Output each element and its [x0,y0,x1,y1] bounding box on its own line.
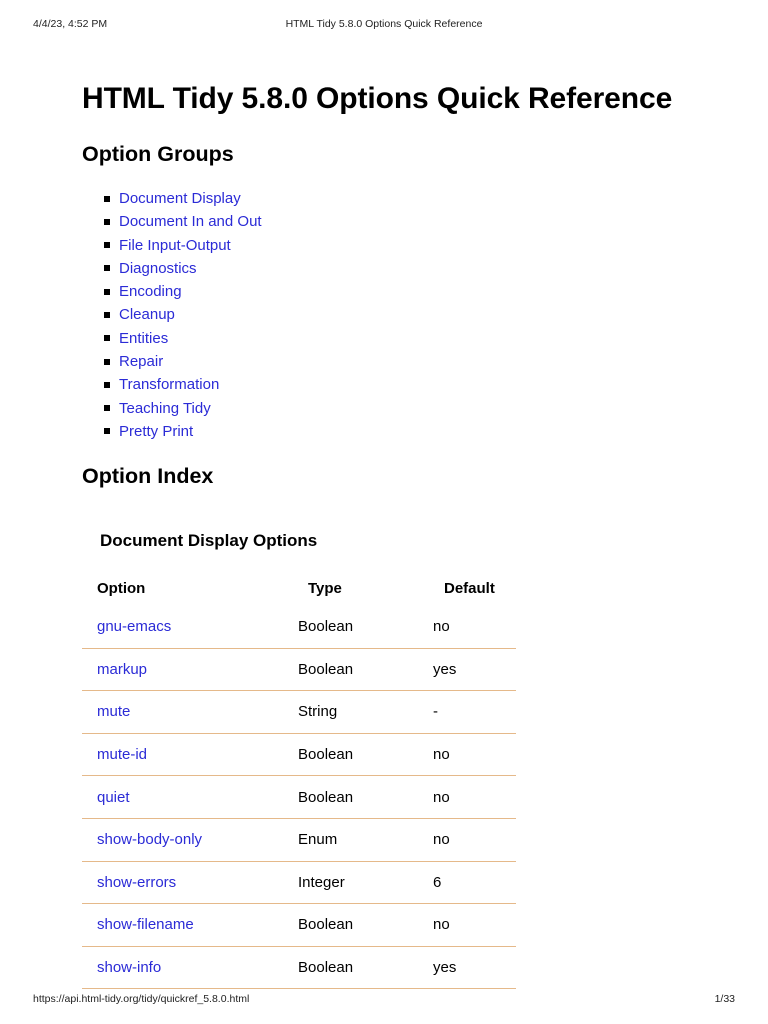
table-row [82,904,516,947]
square-bullet-icon [104,219,110,225]
option-link[interactable]: mute-id [97,746,148,764]
option-default: yes [433,648,516,691]
option-link[interactable]: markup [97,660,148,678]
option-type: Boolean [298,648,433,691]
option-link[interactable]: show-errors [97,873,177,891]
list-item [82,350,262,373]
group-link-document-display[interactable]: Document Display [119,190,241,207]
option-link[interactable]: mute [97,703,131,721]
column-header-option: Option [97,579,146,597]
option-index-heading: Option Index [82,464,214,488]
option-default: - [433,691,516,734]
table-row [82,733,516,776]
option-type: Boolean [298,606,433,648]
option-type: String [298,691,433,734]
option-default: no [433,733,516,776]
option-type: Boolean [298,904,433,947]
list-item [82,327,262,350]
option-type: Enum [298,818,433,861]
option-groups-heading: Option Groups [82,142,234,166]
option-type: Boolean [298,776,433,819]
print-url: https://api.html-tidy.org/tidy/quickref_5.8.0.html [33,993,250,1005]
square-bullet-icon [104,312,110,318]
group-link-repair[interactable]: Repair [119,353,164,371]
option-link[interactable]: gnu-emacs [97,618,172,636]
list-item [82,210,262,233]
square-bullet-icon [104,382,110,388]
list-item [82,303,262,326]
list-item [82,257,262,280]
table-row [82,606,516,648]
option-default: yes [433,946,516,989]
table-row [82,691,516,734]
option-type: Boolean [298,733,433,776]
column-header-default: Default [444,579,495,597]
list-item [82,420,262,443]
table-row [82,648,516,691]
option-type: Boolean [298,946,433,989]
option-link[interactable]: show-body-only [97,831,203,849]
print-datetime: 4/4/23, 4:52 PM [33,18,108,30]
group-link-diagnostics[interactable]: Diagnostics [119,259,197,277]
table-row [82,818,516,861]
document-display-options-heading: Document Display Options [100,531,318,550]
print-title: HTML Tidy 5.8.0 Options Quick Reference [285,18,483,30]
option-default: no [433,776,516,819]
option-link[interactable]: show-filename [97,916,194,934]
square-bullet-icon [104,335,110,341]
print-header [33,18,735,32]
page-title: HTML Tidy 5.8.0 Options Quick Reference [82,82,673,115]
list-item [82,234,262,257]
option-default: no [433,904,516,947]
square-bullet-icon [104,242,110,248]
print-footer [33,993,735,1007]
option-link[interactable]: quiet [97,788,130,806]
square-bullet-icon [104,289,110,295]
group-link-pretty-print[interactable]: Pretty Print [119,422,194,440]
list-item [82,373,262,396]
group-link-cleanup[interactable]: Cleanup [119,306,175,324]
option-default: no [433,818,516,861]
square-bullet-icon [104,405,110,411]
table-row [82,946,516,989]
option-type: Integer [298,861,433,904]
group-link-entities[interactable]: Entities [119,329,169,347]
options-table [82,570,516,989]
option-link[interactable]: show-info [97,959,162,977]
square-bullet-icon [104,196,110,202]
column-header-type: Type [308,579,342,597]
option-groups-list [82,187,262,443]
page-count: 1/33 [714,993,735,1005]
list-item [82,280,262,303]
group-link-document-in-out[interactable]: Document In and Out [119,213,262,231]
list-item [82,397,262,420]
option-default: no [433,606,516,648]
group-link-file-input-output[interactable]: File Input-Output [119,236,231,254]
table-header-row [82,570,516,606]
group-link-teaching-tidy[interactable]: Teaching Tidy [119,399,211,417]
square-bullet-icon [104,359,110,365]
option-default: 6 [433,861,516,904]
square-bullet-icon [104,265,110,271]
list-item [82,187,262,210]
group-link-encoding[interactable]: Encoding [119,283,182,301]
table-row [82,861,516,904]
table-row [82,776,516,819]
group-link-transformation[interactable]: Transformation [119,376,220,394]
square-bullet-icon [104,428,110,434]
